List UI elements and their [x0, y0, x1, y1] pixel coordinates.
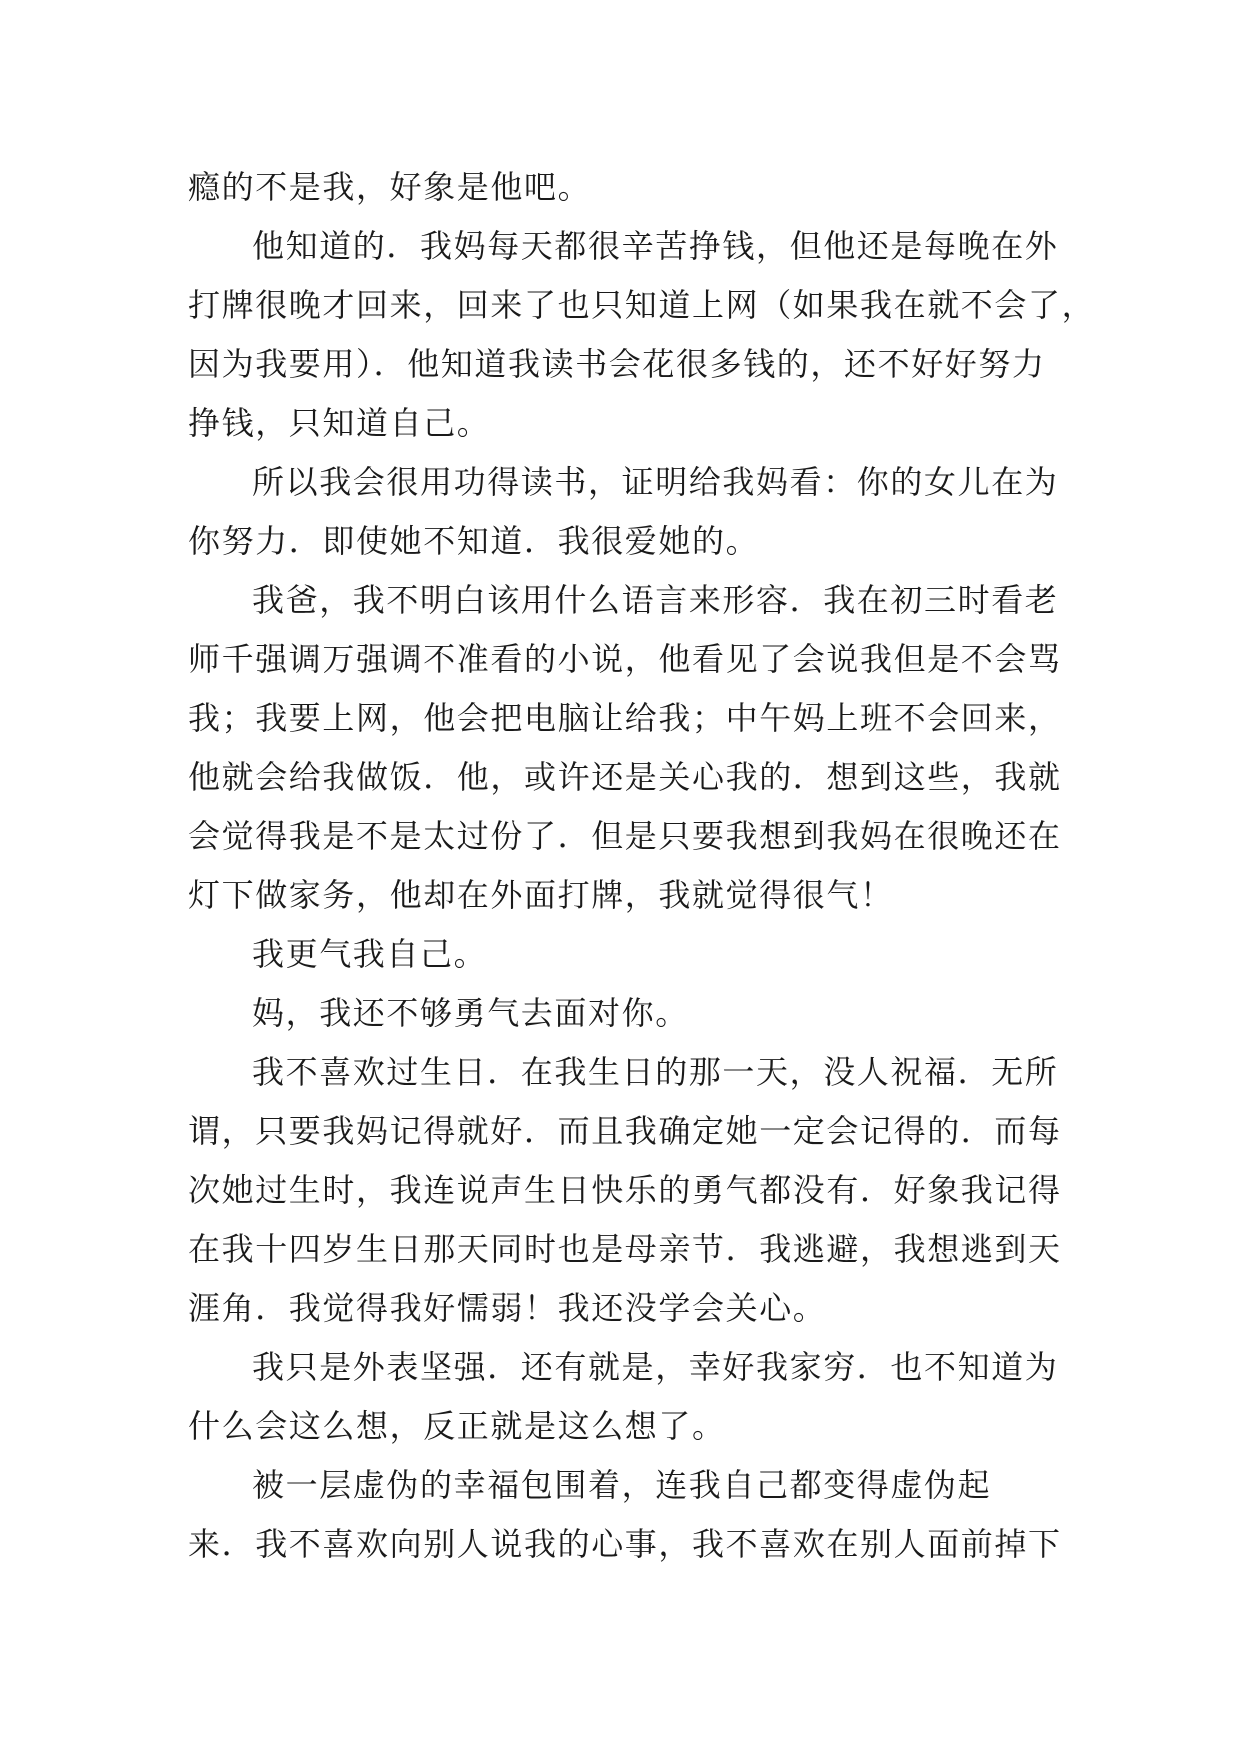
text-line: 被一层虚伪的幸福包围着，连我自己都变得虚伪起 — [252, 1466, 992, 1504]
text-line: 涯角．我觉得我好懦弱！我还没学会关心。 — [188, 1289, 827, 1327]
text-line: 打牌很晚才回来，回来了也只知道上网（如果我在就不会了， — [188, 286, 1096, 324]
text-line: 会觉得我是不是太过份了．但是只要我想到我妈在很晚还在 — [188, 817, 1062, 855]
text-line: 妈，我还不够勇气去面对你。 — [252, 994, 689, 1032]
text-line: 我；我要上网，他会把电脑让给我；中午妈上班不会回来， — [188, 699, 1062, 737]
text-line: 灯下做家务，他却在外面打牌，我就觉得很气！ — [188, 876, 894, 914]
text-line: 来．我不喜欢向别人说我的心事，我不喜欢在别人面前掉下 — [188, 1525, 1062, 1563]
text-line: 什么会这么想，反正就是这么想了。 — [188, 1407, 726, 1445]
text-line: 我不喜欢过生日．在我生日的那一天，没人祝福．无所 — [252, 1053, 1059, 1091]
document-body — [188, 158, 1096, 1574]
text-line: 我更气我自己。 — [252, 935, 488, 973]
text-line: 你努力．即使她不知道．我很爱她的。 — [188, 522, 760, 560]
text-line: 瘾的不是我，好象是他吧。 — [188, 168, 592, 206]
text-line: 在我十四岁生日那天同时也是母亲节．我逃避，我想逃到天 — [188, 1230, 1062, 1268]
text-line: 挣钱，只知道自己。 — [188, 404, 491, 442]
text-line: 谓，只要我妈记得就好．而且我确定她一定会记得的．而每 — [188, 1112, 1062, 1150]
text-line: 我只是外表坚强．还有就是，幸好我家穷．也不知道为 — [252, 1348, 1059, 1386]
text-line: 师千强调万强调不准看的小说，他看见了会说我但是不会骂 — [188, 640, 1062, 678]
text-line: 他知道的．我妈每天都很辛苦挣钱，但他还是每晚在外 — [252, 227, 1059, 265]
text-line: 因为我要用）．他知道我读书会花很多钱的，还不好好努力 — [188, 345, 1046, 383]
text-line: 次她过生时，我连说声生日快乐的勇气都没有．好象我记得 — [188, 1171, 1062, 1209]
text-line: 所以我会很用功得读书，证明给我妈看：你的女儿在为 — [252, 463, 1059, 501]
text-line: 他就会给我做饭．他，或许还是关心我的．想到这些，我就 — [188, 758, 1062, 796]
text-line: 我爸，我不明白该用什么语言来形容．我在初三时看老 — [252, 581, 1059, 619]
